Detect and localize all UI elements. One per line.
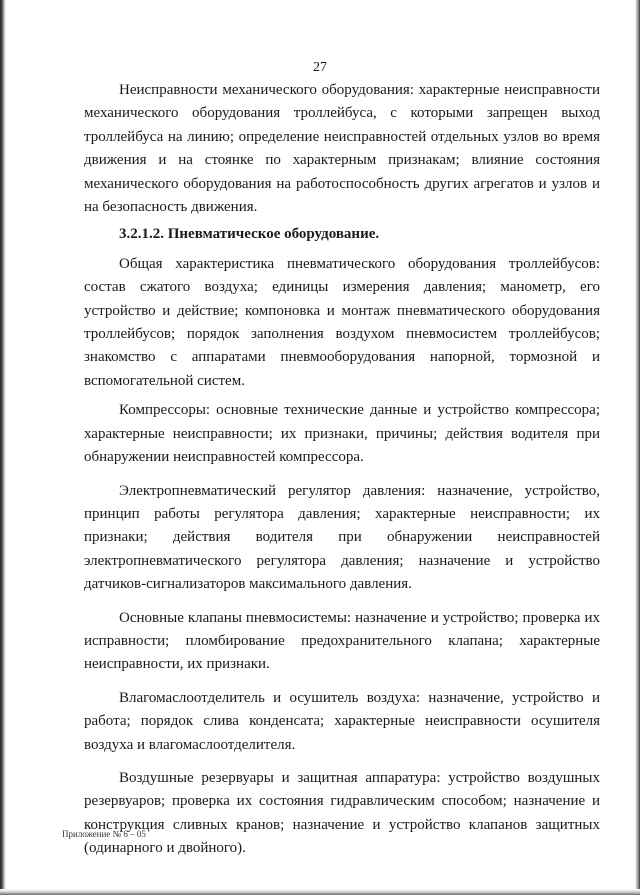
document-body	[84, 79, 600, 861]
paragraph-compressors: Компрессоры: основные технические данные и устройство компрессора; характерные неисправности; их признаки, причины; действия водителя при обнаружении неисправностей компрессора.	[84, 402, 600, 466]
scan-edge-right	[635, 0, 640, 895]
paragraph-air-dryer: Влагомаслоотделитель и осушитель воздуха: назначение, устройство и работа; порядок слива конденсата; характерные неисправности осушителя воздуха и влагомаслоотделителя.	[84, 689, 600, 753]
footer-note: Приложение № 6 – 05	[62, 829, 146, 839]
paragraph-mechanical-faults: Неисправности механического оборудования: характерные неисправности механического оборудования троллейбуса, с которыми запрещен выход троллейбуса на линию; определение неисправностей отдельных узлов во время движения и на стоянке по характерным признакам; влияние состояния механического оборудования на работоспособность других агрегатов и узлов и на безопасность движения.	[84, 82, 600, 216]
paragraph-air-reservoirs: Воздушные резервуары и защитная аппаратура: устройство воздушных резервуаров; проверка их состояния гидравлическим способом; назначение и конструкция сливных кранов; назначение и устройство клапанов защитных (одинарного и двойного).	[84, 769, 600, 857]
section-heading: 3.2.1.2. Пневматическое оборудование.	[119, 226, 380, 243]
scan-edge-bottom	[0, 889, 640, 895]
paragraph-valves: Основные клапаны пневмосистемы: назначение и устройство; проверка их исправности; пломбирование предохранительного клапана; характерные неисправности, их признаки.	[84, 609, 600, 673]
paragraph-pressure-regulator: Электропневматический регулятор давления: назначение, устройство, принцип работы регулятора давления; характерные неисправности; их признаки; действия водителя при обнаружении неисправностей электропневматического регулятора давления; назначение и устройство датчиков-сигнализаторов максимального давления.	[84, 482, 600, 593]
paragraph-pneumatic-overview: Общая характеристика пневматического оборудования троллейбусов: состав сжатого воздуха; единицы измерения давления; манометр, его устройство и действие; компоновка и монтаж пневматического оборудования троллейбусов; порядок заполнения воздухом пневмосистем троллейбусов; знакомство с аппаратами пневмооборудования напорной, тормозной и вспомогательной систем.	[84, 255, 600, 389]
scan-edge-left	[0, 0, 6, 895]
page-number: 27	[313, 60, 327, 75]
